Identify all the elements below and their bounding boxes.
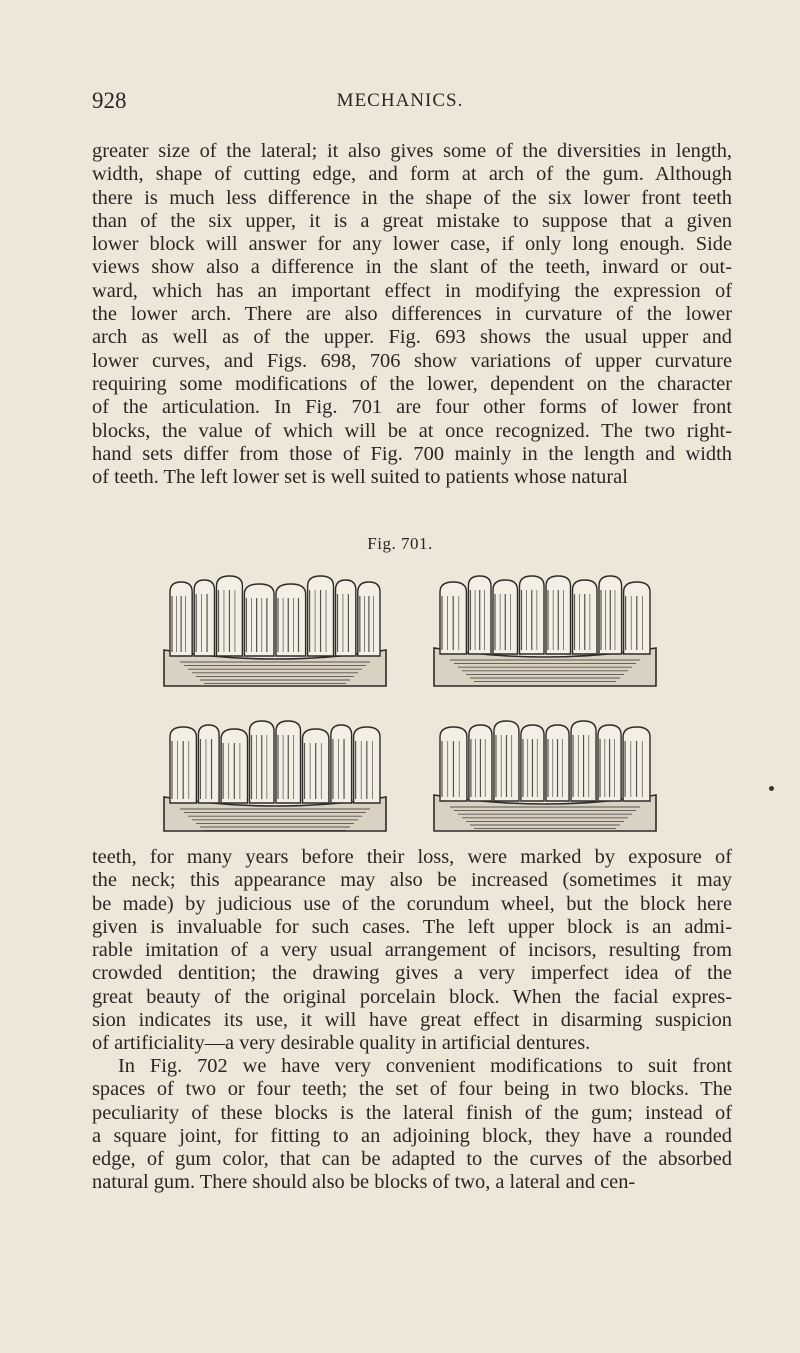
tooth — [331, 725, 352, 803]
figure-701 — [150, 568, 690, 838]
running-head: MECHANICS. — [336, 90, 464, 111]
text-line: ward, which has an important effect in modifying the expression of — [92, 279, 732, 302]
text-line: given is invaluable for such cases. The left upper block is an admi- — [92, 915, 732, 938]
text-line: sion indicates its use, it will have great effect in disarming suspicion — [92, 1009, 732, 1032]
page-number: 928 — [92, 88, 127, 113]
paragraph-1 — [92, 140, 732, 489]
text-line: In Fig. 702 we have very convenient modifications to suit front — [118, 1055, 732, 1077]
page-header — [92, 88, 708, 118]
text-line: greater size of the lateral; it also gives some of the diversities in length, — [92, 140, 732, 162]
text-line: edge, of gum color, that can be adapted to the curves of the absorbed — [92, 1148, 732, 1171]
text-line: hand sets differ from those of Fig. 700 mainly in the length and width — [92, 442, 732, 465]
text-line: blocks, the value of which will be at once recognized. The two right- — [92, 419, 732, 442]
ink-speck — [769, 786, 774, 791]
text-line: teeth, for many years before their loss, were marked by exposure of — [92, 846, 732, 868]
text-line: requiring some modifications of the lower, dependent on the character — [92, 372, 732, 395]
tooth — [244, 584, 274, 656]
gum-plate — [164, 797, 386, 831]
text-line: a square joint, for fitting to an adjoining block, they have a rounded — [92, 1124, 732, 1147]
text-line: great beauty of the original porcelain block. When the facial expres- — [92, 985, 732, 1008]
text-line: the lower arch. There are also differences in curvature of the lower — [92, 303, 732, 326]
lower-right-block — [430, 713, 660, 838]
text-line: width, shape of cutting edge, and form at arch of the gum. Although — [92, 163, 732, 186]
text-line: than of the six upper, it is a great mistake to suppose that a given — [92, 209, 732, 232]
upper-left-block — [160, 568, 390, 693]
text-line: the neck; this appearance may also be increased (sometimes it may — [92, 869, 732, 892]
text-line: lower curves, and Figs. 698, 706 show variations of upper curvature — [92, 349, 732, 372]
text-line: be made) by judicious use of the corundum wheel, but the block here — [92, 892, 732, 915]
tooth — [198, 725, 219, 803]
tooth — [194, 580, 214, 656]
text-line: rable imitation of a very usual arrangement of incisors, resulting from — [92, 939, 732, 962]
tooth — [336, 580, 356, 656]
text-line: natural gum. There should also be blocks of two, a lateral and cen- — [92, 1171, 636, 1194]
text-line: lower block will answer for any lower case, if only long enough. Side — [92, 233, 732, 256]
text-line: spaces of two or four teeth; the set of four being in two blocks. The — [92, 1078, 732, 1101]
paragraph-3 — [92, 1055, 732, 1195]
paragraph-2 — [92, 846, 732, 1056]
lower-left-block — [160, 713, 390, 838]
upper-right-block — [430, 568, 660, 693]
text-line: views show also a difference in the slant of the teeth, inward or out- — [92, 256, 732, 279]
text-line: there is much less difference in the shape of the six lower front teeth — [92, 186, 732, 209]
text-line: peculiarity of these blocks is the lateral finish of the gum; instead of — [92, 1101, 732, 1124]
tooth — [276, 584, 306, 656]
text-line: of the articulation. In Fig. 701 are four other forms of lower front — [92, 396, 732, 419]
figure-caption: Fig. 701. — [367, 534, 433, 553]
text-line: of artificiality—a very desirable quality in artificial dentures. — [92, 1032, 591, 1055]
text-line: of teeth. The left lower set is well suited to patients whose natural — [92, 466, 628, 489]
text-line: arch as well as of the upper. Fig. 693 shows the usual upper and — [92, 326, 732, 349]
text-line: crowded dentition; the drawing gives a very imperfect idea of the — [92, 962, 732, 985]
